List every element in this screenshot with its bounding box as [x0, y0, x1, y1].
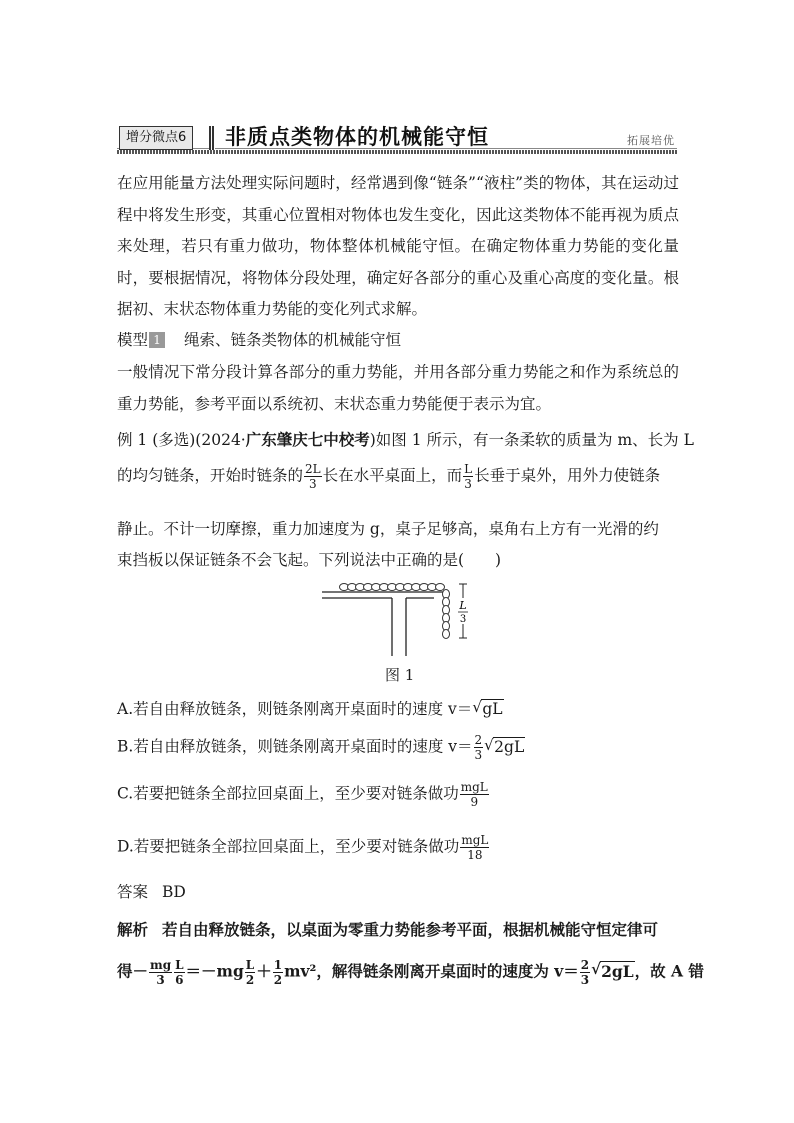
coef-fraction	[474, 733, 484, 762]
analysis-line-2	[117, 958, 704, 987]
option-d	[117, 833, 490, 862]
option-b-text: B.若自由释放链条，则链条刚离开桌面时的速度 v＝	[117, 737, 473, 756]
sqrt-expression: √ gL	[472, 698, 503, 718]
answer-label: 答案	[117, 883, 149, 901]
section-header	[117, 118, 677, 154]
option-d-text: D.若要把链条全部拉回桌面上，至少要对链条做功	[117, 837, 460, 856]
section-category: 拓展培优	[627, 134, 675, 147]
frac-num: 2	[580, 958, 590, 972]
frac-den: 3	[156, 973, 165, 987]
analysis-text: mv²	[284, 961, 317, 981]
analysis-text: ＝－mg	[185, 961, 244, 981]
analysis-text: ＋	[256, 961, 272, 981]
fraction-L-third	[463, 462, 473, 491]
analysis-text: 得－	[117, 961, 149, 981]
work-fraction	[460, 780, 489, 809]
model-paragraph: 一般情况下常分段计算各部分的重力势能，并用各部分重力势能之和作为系统总的重力势能，参考平面以系统初、末状态重力势能便于表示为宜。	[117, 363, 679, 413]
frac-den: 3	[580, 973, 590, 987]
frac-den: 3	[464, 477, 472, 491]
frac-num: mgL	[461, 833, 489, 847]
fraction	[245, 958, 255, 987]
frac-num: L	[464, 462, 473, 476]
example-text: 的均匀链条，开始时链条的	[117, 466, 304, 485]
frac-num: L	[175, 958, 184, 972]
frac-num: mg	[150, 958, 172, 972]
frac-den: 2	[245, 973, 255, 987]
table	[322, 592, 444, 656]
fraction	[174, 958, 184, 987]
option-c	[117, 780, 490, 809]
analysis-line-1	[117, 918, 658, 940]
sqrt-body: gL	[482, 700, 503, 718]
sqrt-body: 2gL	[601, 961, 634, 981]
example-text: 长垂于桌外，用外力使链条	[474, 466, 661, 485]
analysis-text: 若自由释放链条，以桌面为零重力势能参考平面，根据机械能守恒定律可	[162, 920, 659, 939]
frac-den: 3	[309, 477, 317, 491]
dim-label-den: 3	[459, 614, 467, 625]
example-line-3: 静止。不计一切摩擦，重力加速度为 g，桌子足够高，桌角右上方有一光滑的约	[117, 520, 659, 538]
work-fraction	[460, 833, 489, 862]
option-a-text: A.若自由释放链条，则链条刚离开桌面时的速度 v＝	[117, 700, 473, 718]
option-b	[117, 733, 525, 762]
example-line1-rest: )如图 1 所示，有一条柔软的质量为 m、长为 L	[369, 431, 694, 449]
frac-den: 9	[470, 795, 479, 809]
model-number-badge: 1	[149, 332, 165, 348]
example-source: 广东肇庆七中校考	[245, 430, 370, 449]
frac-den: 3	[474, 748, 483, 762]
frac-den: 6	[175, 973, 184, 987]
fraction	[149, 958, 172, 987]
section-badge: 增分微点6	[119, 126, 193, 150]
answer-value: BD	[162, 883, 186, 901]
frac-den: 18	[467, 848, 483, 862]
model-label: 模型	[117, 331, 149, 349]
frac-num: 2L	[305, 462, 321, 476]
frac-den: 2	[273, 973, 283, 987]
analysis-label: 解析	[117, 920, 149, 939]
sqrt-body: 2gL	[494, 737, 525, 756]
sqrt-expression: √ 2gL	[591, 959, 634, 981]
example-prefix: 例 1 (多选)(2024·	[117, 431, 246, 449]
analysis-text: ，故 A 错	[634, 961, 704, 981]
option-c-text: C.若要把链条全部拉回桌面上，至少要对链条做功	[117, 784, 459, 803]
example-line-4: 束挡板以保证链条不会飞起。下列说法中正确的是( )	[117, 551, 502, 569]
badge-decoration	[209, 126, 215, 150]
model-title: 绳索、链条类物体的机械能守恒	[183, 331, 401, 349]
fraction	[273, 958, 283, 987]
answer-line	[117, 880, 186, 902]
example-text: 长在水平桌面上，而	[322, 466, 463, 485]
sqrt-expression: √ 2gL	[484, 735, 525, 756]
example-line-2	[117, 462, 660, 491]
example-line-1	[117, 428, 694, 450]
fraction	[580, 958, 590, 987]
frac-num: L	[245, 958, 255, 972]
frac-num: 2	[474, 733, 483, 747]
figure-caption: 图 1	[385, 666, 415, 684]
frac-num: 1	[273, 958, 283, 972]
chain-vertical	[443, 590, 450, 639]
model-heading	[117, 328, 401, 350]
option-a	[117, 697, 504, 719]
fraction-two-thirds-L	[304, 462, 322, 491]
intro-paragraph: 在应用能量方法处理实际问题时，经常遇到像“链条”“液柱”类的物体，其在运动过程中将发生形变，其重心位置相对物体也发生变化，因此这类物体不能再视为质点来处理，若只有重力做功，物体整体机械能守恒。在确定物体重力势能的变化量时，要根据情况，将物体分段处理，确定好各部分的重心及重心高度的变化量。根据初、末状态物体重力势能的变化列式求解。	[117, 174, 679, 318]
section-title: 非质点类物体的机械能守恒	[225, 125, 489, 149]
chain-table-figure	[320, 578, 480, 658]
frac-num: mgL	[460, 780, 488, 794]
dim-label-num: L	[459, 599, 467, 612]
chain-horizontal	[340, 584, 445, 591]
analysis-text: ，解得链条刚离开桌面时的速度为 v＝	[316, 961, 579, 981]
